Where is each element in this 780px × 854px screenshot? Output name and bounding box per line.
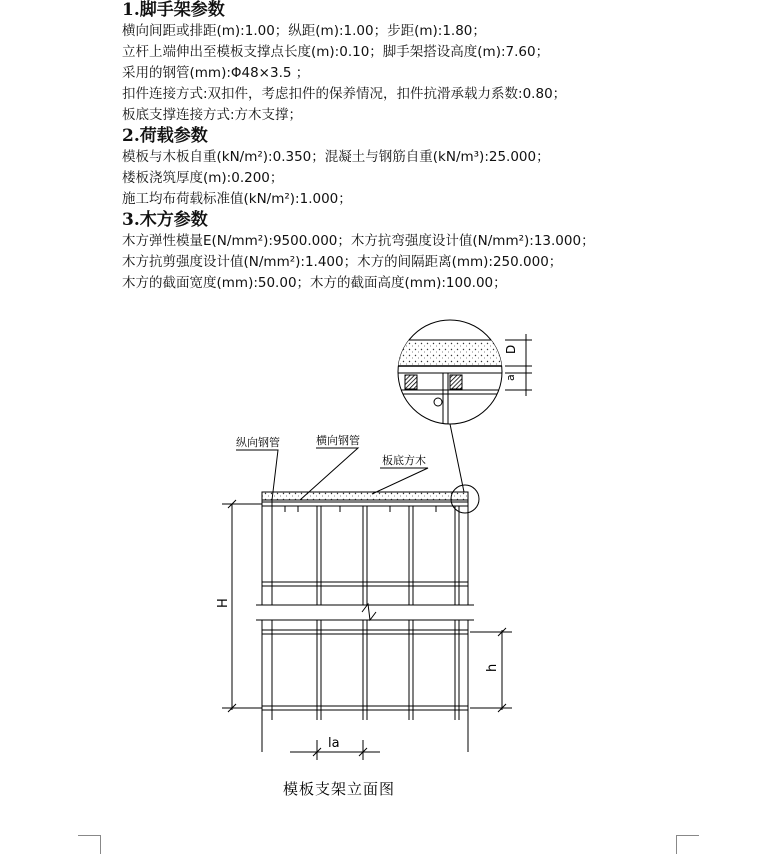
section-heading: 1.脚手架参数 [122, 0, 225, 20]
param-line: 楼板浇筑厚度(m):0.200； [122, 170, 284, 186]
section-heading: 3.木方参数 [122, 210, 208, 230]
param-line: 施工均布荷载标准值(kN/m²):1.000； [122, 191, 352, 207]
formwork-support-elevation-drawing [0, 310, 780, 810]
page-corner-mark-right [676, 835, 699, 854]
figure-caption: 模板支架立面图 [283, 780, 396, 798]
section-scaffold-params [122, 0, 762, 126]
param-line: 木方弹性模量E(N/mm²):9500.000；木方抗弯强度设计值(N/mm²):13.000； [122, 233, 595, 249]
slab-top [262, 485, 479, 513]
dim-label-D: D [504, 344, 518, 354]
document-body [122, 0, 762, 294]
dim-label-h: h [485, 663, 500, 672]
dim-label-la: la [328, 736, 340, 751]
param-line: 模板与木板自重(kN/m²):0.350；混凝土与钢筋自重(kN/m³):25.000； [122, 149, 550, 165]
param-line: 木方抗剪强度设计值(N/mm²):1.400；木方的间隔距离(mm):250.000； [122, 254, 563, 270]
param-line: 板底支撑连接方式:方木支撑； [122, 107, 303, 123]
param-line: 扣件连接方式:双扣件，考虑扣件的保养情况，扣件抗滑承载力系数:0.80； [122, 86, 567, 102]
scaffold-frame [256, 500, 474, 752]
param-line: 横向间距或排距(m):1.00；纵距(m):1.00；步距(m):1.80； [122, 23, 486, 39]
section-load-params [122, 126, 762, 210]
label-longitudinal-pipe: 纵向钢管 [236, 436, 280, 449]
param-line: 立杆上端伸出至模板支撑点长度(m):0.10；脚手架搭设高度(m):7.60； [122, 44, 550, 60]
page-corner-mark-left [78, 835, 101, 854]
dim-label-a: a [504, 374, 517, 381]
label-bottom-timber: 板底方木 [382, 454, 426, 467]
dim-label-H: H [216, 598, 231, 608]
param-line: 采用的钢管(mm):Φ48×3.5 ； [122, 65, 310, 81]
param-line: 木方的截面宽度(mm):50.00；木方的截面高度(mm):100.00； [122, 275, 507, 291]
section-timber-params [122, 210, 762, 294]
section-heading: 2.荷载参数 [122, 126, 208, 146]
label-transverse-pipe: 横向钢管 [316, 434, 360, 447]
